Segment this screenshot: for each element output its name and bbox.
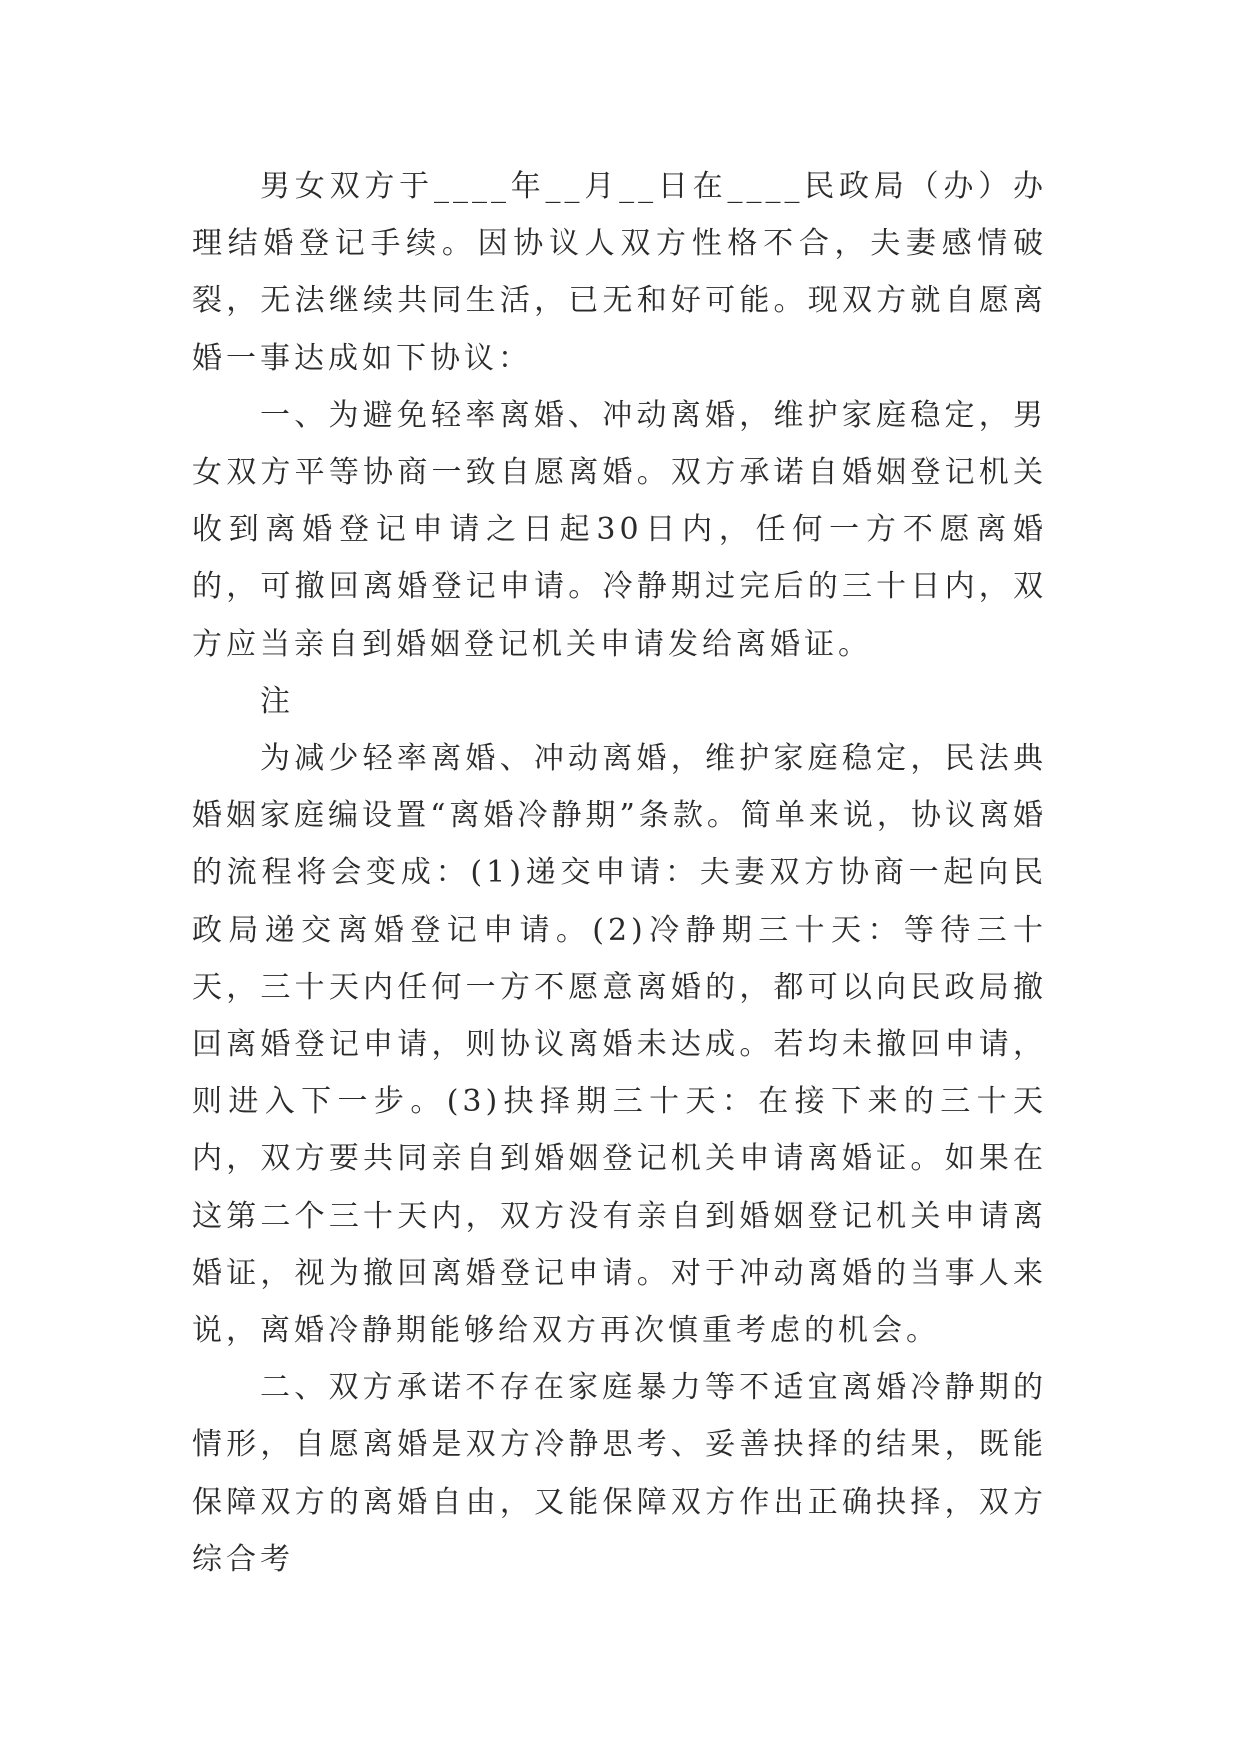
intro-paragraph: 男女双方于____年__月__日在____民政局（办）办理结婚登记手续。因协议人双方性格不合，夫妻感情破裂，无法继续共同生活，已无和好可能。现双方就自愿离婚一事达成如下协议：: [192, 169, 1047, 376]
clause-two-paragraph: 二、双方承诺不存在家庭暴力等不适宜离婚冷静期的情形，自愿离婚是双方冷静思考、妥善抉择的结果，既能保障双方的离婚自由，又能保障双方作出正确抉择，双方综合考: [192, 1370, 1047, 1577]
clause-one-paragraph: 一、为避免轻率离婚、冲动离婚，维护家庭稳定，男女双方平等协商一致自愿离婚。双方承诺自婚姻登记机关收到离婚登记申请之日起30日内，任何一方不愿离婚的，可撤回离婚登记申请。冷静期过完后的三十日内，双方应当亲自到婚姻登记机关申请发给离婚证。: [192, 397, 1047, 662]
note-paragraph: 为减少轻率离婚、冲动离婚，维护家庭稳定，民法典婚姻家庭编设置“离婚冷静期”条款。简单来说，协议离婚的流程将会变成：(1)递交申请：夫妻双方协商一起向民政局递交离婚登记申请。(2)冷静期三十天：等待三十天，三十天内任何一方不愿意离婚的，都可以向民政局撤回离婚登记申请，则协议离婚未达成。若均未撤回申请，则进入下一步。(3)抉择期三十天：在接下来的三十天内，双方要共同亲自到婚姻登记机关申请离婚证。如果在这第二个三十天内，双方没有亲自到婚姻登记机关申请离婚证，视为撤回离婚登记申请。对于冲动离婚的当事人来说，离婚冷静期能够给双方再次慎重考虑的机会。: [192, 741, 1047, 1349]
note-heading: 注: [260, 683, 294, 719]
document-body: [192, 158, 1047, 1588]
